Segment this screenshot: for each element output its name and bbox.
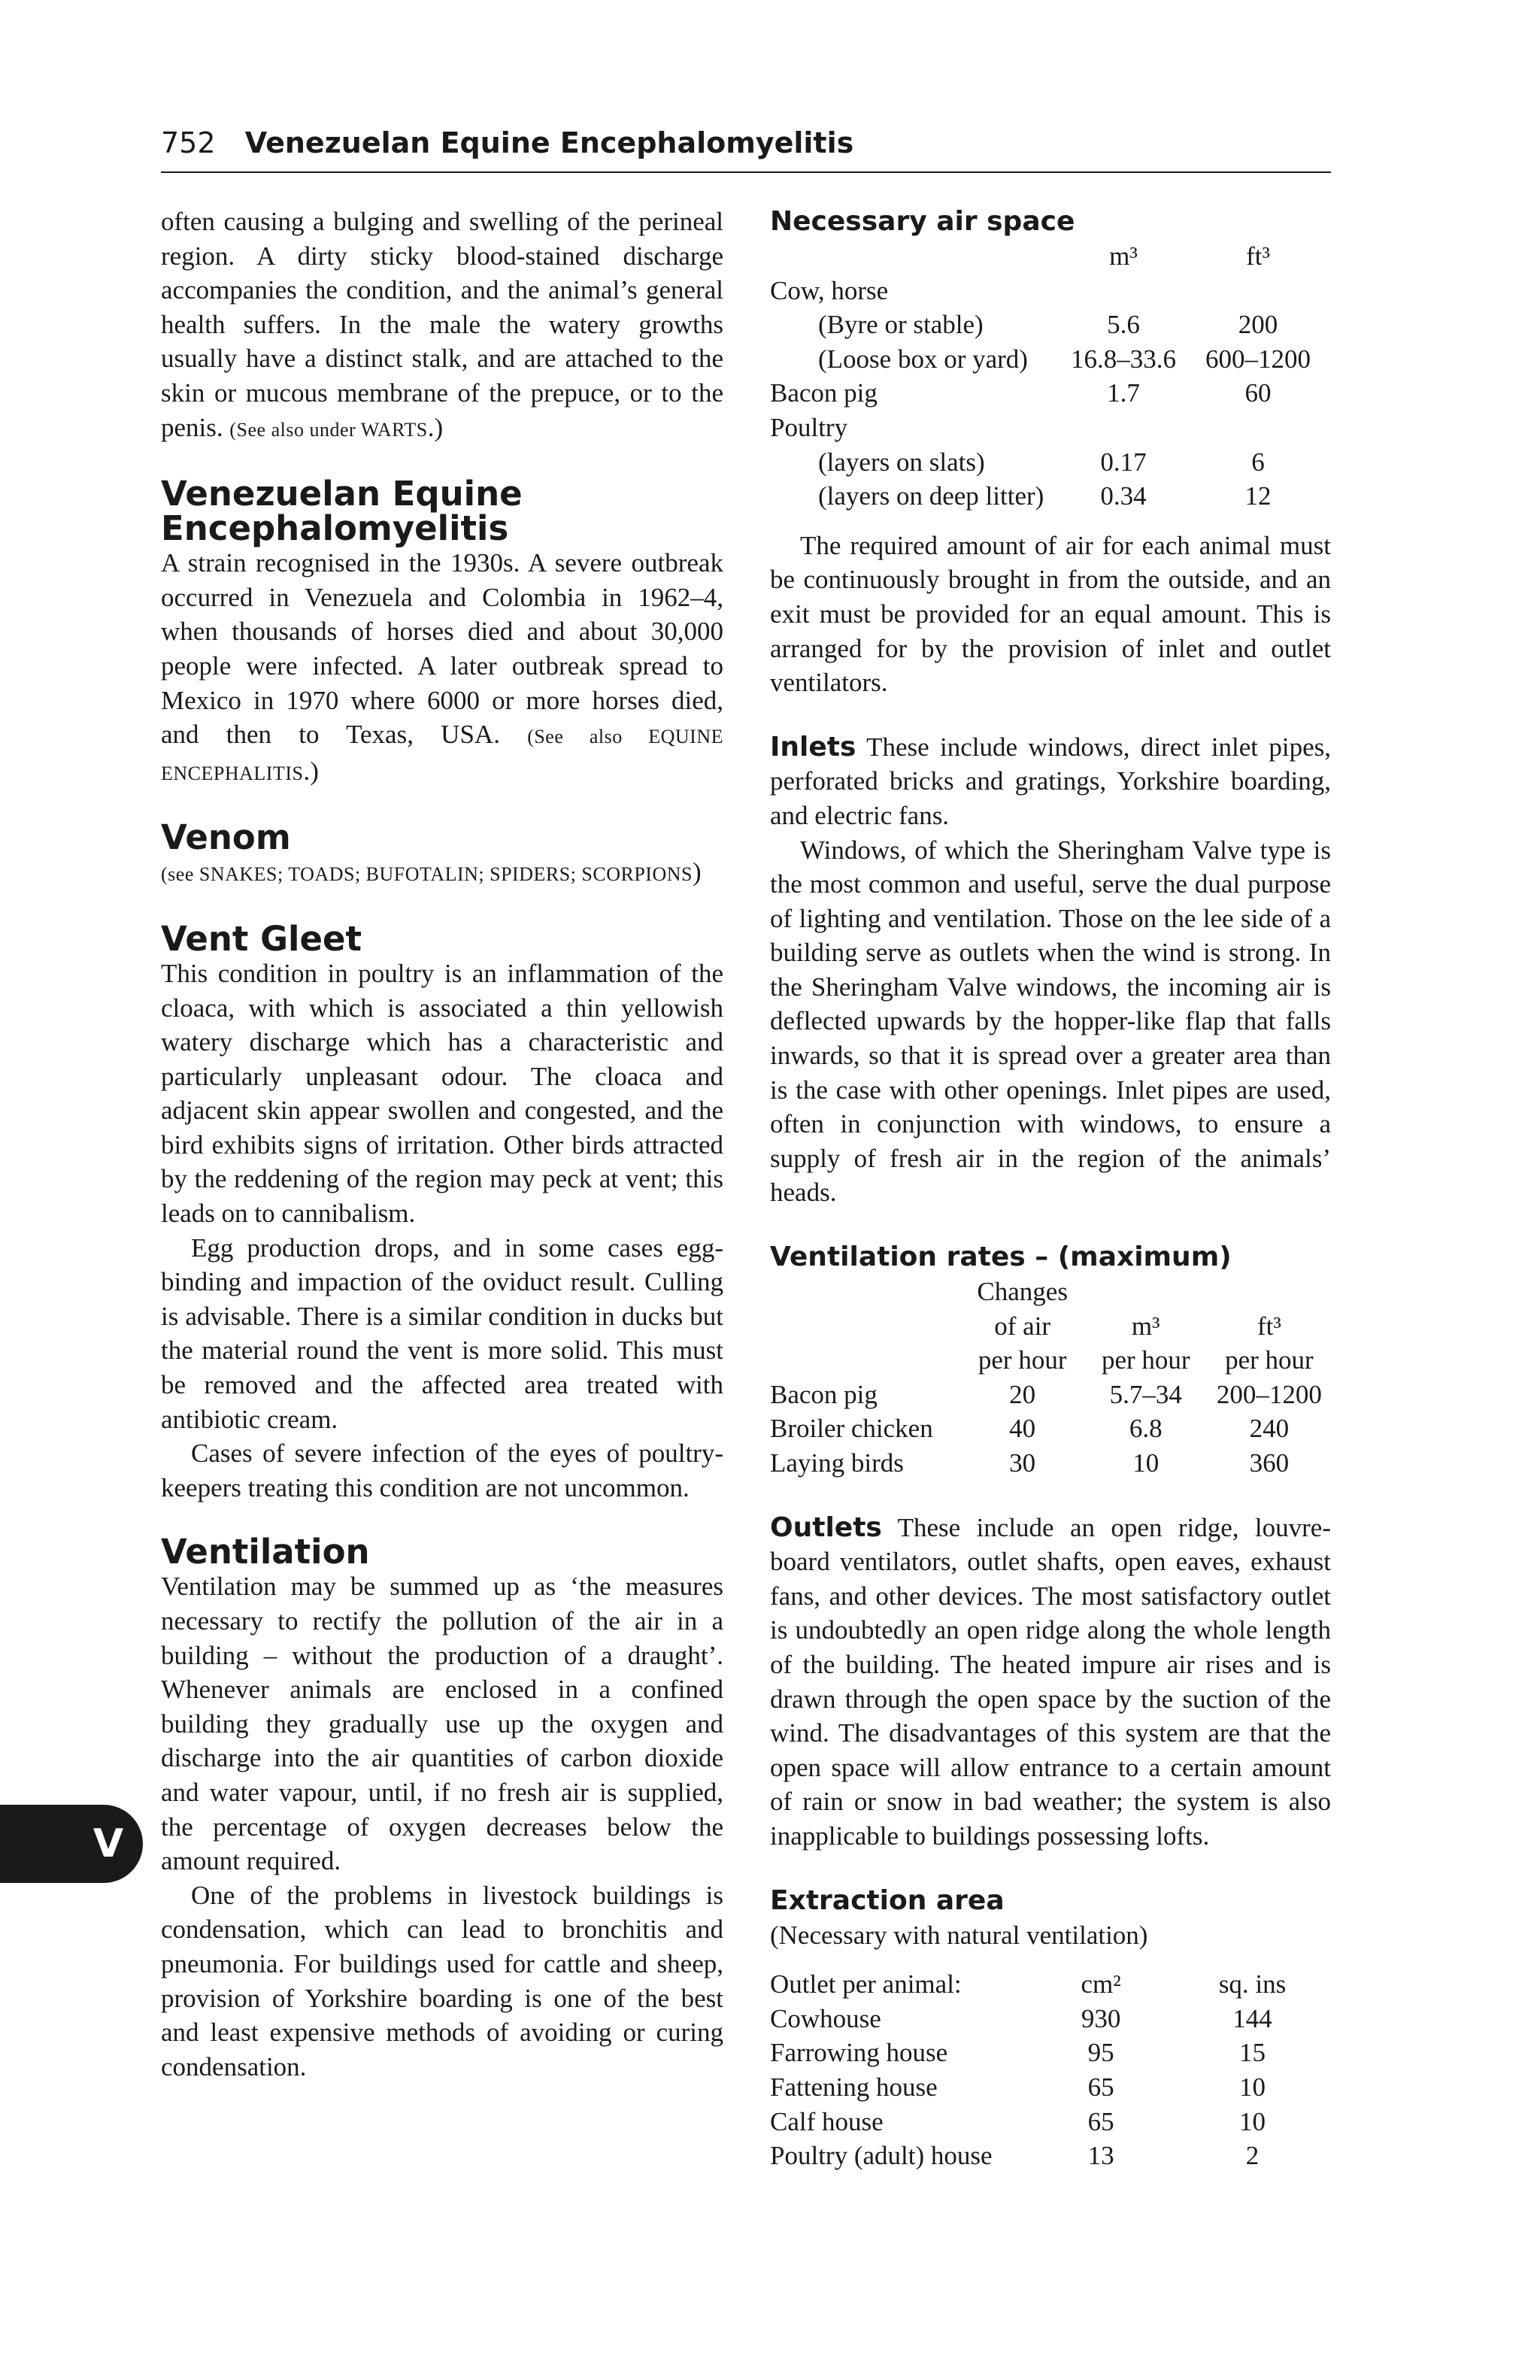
table-row: Fattening house 65 10 xyxy=(770,2072,1266,2102)
continued-paragraph: often causing a bulging and swelling of the perineal region. A dirty sticky blood-stained discharge accompanies the condition, and the animal’s general health suffers. In the male the watery growths usually have a distinct stalk, and are attached to the skin or mucous membrane of the prepuce, or to the penis. (See also under WARTS.) xyxy=(161,207,723,442)
entry-title-vent-gleet: Vent Gleet xyxy=(161,918,362,959)
extraction-table xyxy=(770,1967,1331,2173)
table-row: Broiler chicken 40 6.8 240 xyxy=(770,1414,1290,1444)
table-row: (layers on slats) 0.17 6 xyxy=(818,447,1265,477)
entry-title-ventilation: Ventilation xyxy=(161,1532,370,1572)
table-row: (Loose box or yard) 16.8–33.6 600–1200 xyxy=(818,344,1311,374)
entry-title-venom: Venom xyxy=(161,817,291,858)
table-header-row: of air m³ ft³ xyxy=(994,1311,1281,1341)
outlets-para: Outlets These include an open ridge, louvre-board ventilators, outlet shafts, open eaves, exhaust fans, and other devices. The most satisfactory outlet is undoubtedly an open ridge along the whole length of the building. The heated impure air rises and is drawn through the open space by the suction of the wind. The disadvantages of this system are that the open space will allow entrance to a certain amount of rain or snow in bad weather; the system is also inapplicable to buildings possessing lofts. xyxy=(770,1511,1331,1851)
table-row: Laying birds 30 10 360 xyxy=(770,1448,1290,1478)
table-row: Poultry (adult) house 13 2 xyxy=(770,2141,1260,2171)
air-space-title: Necessary air space xyxy=(770,206,1075,237)
cross-reference: (See also under WARTS.) xyxy=(229,412,444,442)
inlets-p2: Windows, of which the Sheringham Valve type is the most common and useful, serve the dual purpose of lighting and ventilation. Those on the lee side of a building serve as outlets when the wind is strong. In the Sheringham Valve windows, the incoming air is deflected upwards by the hopper-like flap that falls inwards, so that it is spread over a greater area than is the case with other openings. Inlet pipes are used, often in conjunction with windows, to ensure a supply of fresh air in the region of the animals’ heads. xyxy=(770,835,1331,1208)
vent-gleet-p3: Cases of severe infection of the eyes of poultry-keepers treating this condition are not uncommon. xyxy=(161,1439,723,1502)
header-rule xyxy=(161,171,1331,173)
table-header-row: Outlet per animal: cm² sq. ins xyxy=(770,1969,1287,2000)
table-row: Cowhouse 930 144 xyxy=(770,2003,1272,2033)
table-row: Poultry xyxy=(770,412,848,442)
left-column xyxy=(161,205,723,2084)
inlets-runin: Inlets xyxy=(770,731,856,763)
table-header-row xyxy=(770,239,1331,274)
running-header xyxy=(161,126,1331,159)
xref-terms[interactable]: SNAKES; TOADS; BUFOTALIN; SPIDERS; SCORPIONS xyxy=(199,863,693,886)
extraction-title: Extraction area xyxy=(770,1884,1005,1916)
page-number: 752 xyxy=(161,126,216,159)
vent-gleet-p1: This condition in poultry is an inflammation of the cloaca, with which is associated a thin yellowish watery discharge which has a characteristic and particularly unpleasant odour. The cloaca and adjacent skin appear swollen and congested, and the bird exhibits signs of irritation. Other birds attracted by the reddening of the region may peck at vent; this leads on to cannibalism. xyxy=(161,958,723,1229)
col-m3: m³ xyxy=(1109,241,1138,271)
right-column xyxy=(770,205,1331,2173)
outlets-runin: Outlets xyxy=(770,1511,882,1543)
thumb-index-tab[interactable] xyxy=(0,1805,143,1883)
table-row: (Byre or stable) 5.6 200 xyxy=(818,310,1278,340)
table-row: Cow, horse xyxy=(770,275,889,305)
vent-rates-table xyxy=(770,1275,1331,1481)
vent-gleet-p2: Egg production drops, and in some cases egg-binding and impaction of the oviduct result. Culling is advisable. There is a similar condition in ducks but the material round the vent is more solid. This must be removed and the affected area treated with antibiotic cream. xyxy=(161,1232,723,1434)
table-row: Bacon pig 1.7 60 xyxy=(770,378,1272,408)
vent-rates-title: Ventilation rates – (maximum) xyxy=(770,1242,1232,1273)
xref-term[interactable]: WARTS xyxy=(360,418,428,441)
table-row: Farrowing house 95 15 xyxy=(770,2038,1266,2068)
table-header-row: per hour per hour per hour xyxy=(978,1345,1314,1375)
thumb-tab-letter: V xyxy=(92,1821,124,1866)
air-space-para: The required amount of air for each animal must be continuously brought in from the outside, and an exit must be provided for an equal amount. This is arranged for by the provision of inlet and outlet ventilators. xyxy=(770,530,1331,698)
running-title: Venezuelan Equine Encephalomyelitis xyxy=(244,126,854,159)
table-header-row: Changes xyxy=(977,1277,1068,1307)
entry-title-vee: Venezuelan Equine Encephalomyelitis xyxy=(161,474,523,549)
vee-body: A strain recognised in the 1930s. A severe outbreak occurred in Venezuela and Colombia in 1962–4, when thousands of horses died and about 30,000 people were infected. A later outbreak spread to Mexico in 1970 where 6000 or more horses died, and then to Texas, USA. (See also EQUINE ENCEPHALITIS.) xyxy=(161,548,723,786)
xref-term[interactable]: EQUINE ENCEPHALITIS xyxy=(161,726,723,784)
table-row: Calf house 65 10 xyxy=(770,2106,1266,2136)
ventilation-p2: One of the problems in livestock buildings is condensation, which can lead to bronchitis and pneumonia. For buildings used for cattle and sheep, provision of Yorkshire boarding is one of the best and least expensive methods of avoiding or curing condensation. xyxy=(161,1880,723,2081)
table-row: (layers on deep litter) 0.34 12 xyxy=(818,481,1272,511)
ventilation-p1: Ventilation may be summed up as ‘the measures necessary to rectify the pollution of the air in a building – without the production of a draught’. Whenever animals are enclosed in a confined building they gradually use up the oxygen and discharge into the air quantities of carbon dioxide and water vapour, until, if no fresh air is supplied, the percentage of oxygen decreases below the amount required. xyxy=(161,1572,723,1876)
air-space-table xyxy=(770,239,1331,514)
col-ft3: ft³ xyxy=(1246,241,1270,271)
inlets-p1: Inlets These include windows, direct inlet pipes, perforated bricks and gratings, Yorkshire boarding, and electric fans. xyxy=(770,731,1331,830)
venom-xref: (see SNAKES; TOADS; BUFOTALIN; SPIDERS; SCORPIONS) xyxy=(161,857,702,887)
table-row: Bacon pig 20 5.7–34 200–1200 xyxy=(770,1379,1322,1409)
extraction-subtitle: (Necessary with natural ventilation) xyxy=(770,1920,1148,1950)
